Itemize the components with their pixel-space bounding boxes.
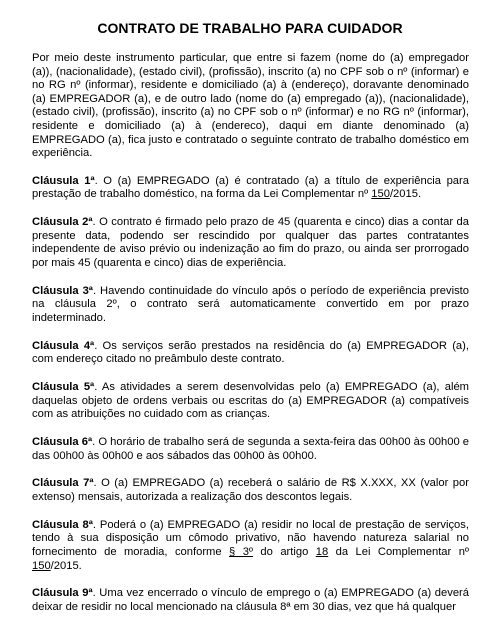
clause-text-mid: da Lei Complementar nº — [328, 545, 469, 558]
clause-text-end: /2015. — [389, 188, 422, 201]
clause-label: Cláusula 1ª — [32, 174, 95, 187]
clause-text: . O (a) EMPREGADO (a) é contratado (a) a título de experiência para prestação de trabalho doméstico, na forma da Lei Complementar nº — [32, 174, 469, 201]
clause-text: . O (a) EMPREGADO (a) receberá o salário de R$ X.XXX, XX (valor por extenso) mensais, autorizada a realização dos descontos legais. — [32, 477, 469, 503]
clause-label: Cláusula 4ª — [32, 339, 95, 352]
clause-6 — [32, 436, 469, 463]
clause-5 — [32, 381, 469, 422]
law-link[interactable]: 150 — [371, 188, 390, 201]
clause-3 — [32, 285, 469, 326]
document-title: CONTRATO DE TRABALHO PARA CUIDADOR — [97, 20, 403, 36]
clause-1 — [32, 175, 469, 202]
clause-label: Cláusula 9ª — [32, 587, 93, 600]
clause-label: Cláusula 8ª — [32, 518, 93, 531]
law-link[interactable]: 150 — [32, 559, 51, 572]
clause-label: Cláusula 6ª — [32, 436, 93, 448]
clause-text-end: /2015. — [50, 559, 82, 572]
intro-paragraph: Por meio deste instrumento particular, que entre si fazem (nome do (a) empregador (a)), (nacionalidade), (estado civil), (profissão), inscrito (a) no CPF sob o nº (informar) e no RG nº (informar), residente e domiciliado (a) à (endereço), doravante denominado (a) EMPREGADOR (a), e de outro lado (nome do (a) empregado (a)), (nacionalidade), (estado civil), (profissão), inscrito (a) no CPF sob o nº (informar) e no RG nº (informar), residente e domiciliado (a) à (endereco), daqui em diante denominado (a) EMPREGADO (a), fica justo e contratado o seguinte contrato de trabalho doméstico em experiência. — [32, 52, 469, 160]
document-body — [32, 52, 469, 629]
clause-label: Cláusula 2ª — [32, 216, 93, 229]
clause-text: . Uma vez encerrado o vínculo de emprego o (a) EMPREGADO (a) deverá deixar de residir no local mencionado na cláusula 8ª em 30 dias, vez que há qualquer — [32, 587, 469, 613]
article-link[interactable]: 18 — [315, 545, 329, 558]
clause-7 — [32, 477, 469, 504]
clause-text: . O horário de trabalho será de segunda a sexta-feira das 00h00 às 00h00 e das 00h00 às 00h00 e aos sábados das 00h00 às 00h00. — [32, 436, 470, 462]
clause-label: Cláusula 5ª — [32, 381, 95, 394]
clause-9 — [32, 587, 469, 614]
clause-8 — [32, 519, 469, 573]
paragraph-link[interactable]: § 3º — [229, 545, 253, 558]
clause-text: . Poderá o (a) EMPREGADO (a) residir no local de prestação de serviços, tendo à sua disposição um cômodo privativo, não havendo natureza salarial no fornecimento de moradia, conforme — [32, 518, 469, 558]
clause-text: . Havendo continuidade do vínculo após o período de experiência previsto na cláusula 2º, o contrato será automaticamente convertido em por prazo indeterminado. — [32, 284, 469, 324]
clause-text: . As atividades a serem desenvolvidas pelo (a) EMPREGADO (a), além daquelas objeto de ordens verbais ou escritas do (a) EMPREGADOR (a) compatíveis com as atribuições no cuidado com as crianças. — [32, 381, 469, 421]
clause-text: . O contrato é firmado pelo prazo de 45 (quarenta e cinco) dias a contar da presente data, podendo ser rescindido por qualquer das partes contratantes independente de aviso prévio ou indenização ao fim do prazo, ou ainda ser prorrogado por mais 45 (quarenta e cinco) dias de experiência. — [32, 216, 469, 269]
clause-label: Cláusula 3ª — [32, 284, 93, 297]
clause-text: . Os serviços serão prestados na residência do (a) EMPREGADOR (a), com endereço citado no preâmbulo deste contrato. — [32, 339, 469, 366]
clause-2 — [32, 216, 469, 270]
clause-label: Cláusula 7ª — [32, 477, 94, 490]
clause-text-mid: do artigo — [253, 545, 316, 558]
clause-4 — [32, 340, 469, 367]
